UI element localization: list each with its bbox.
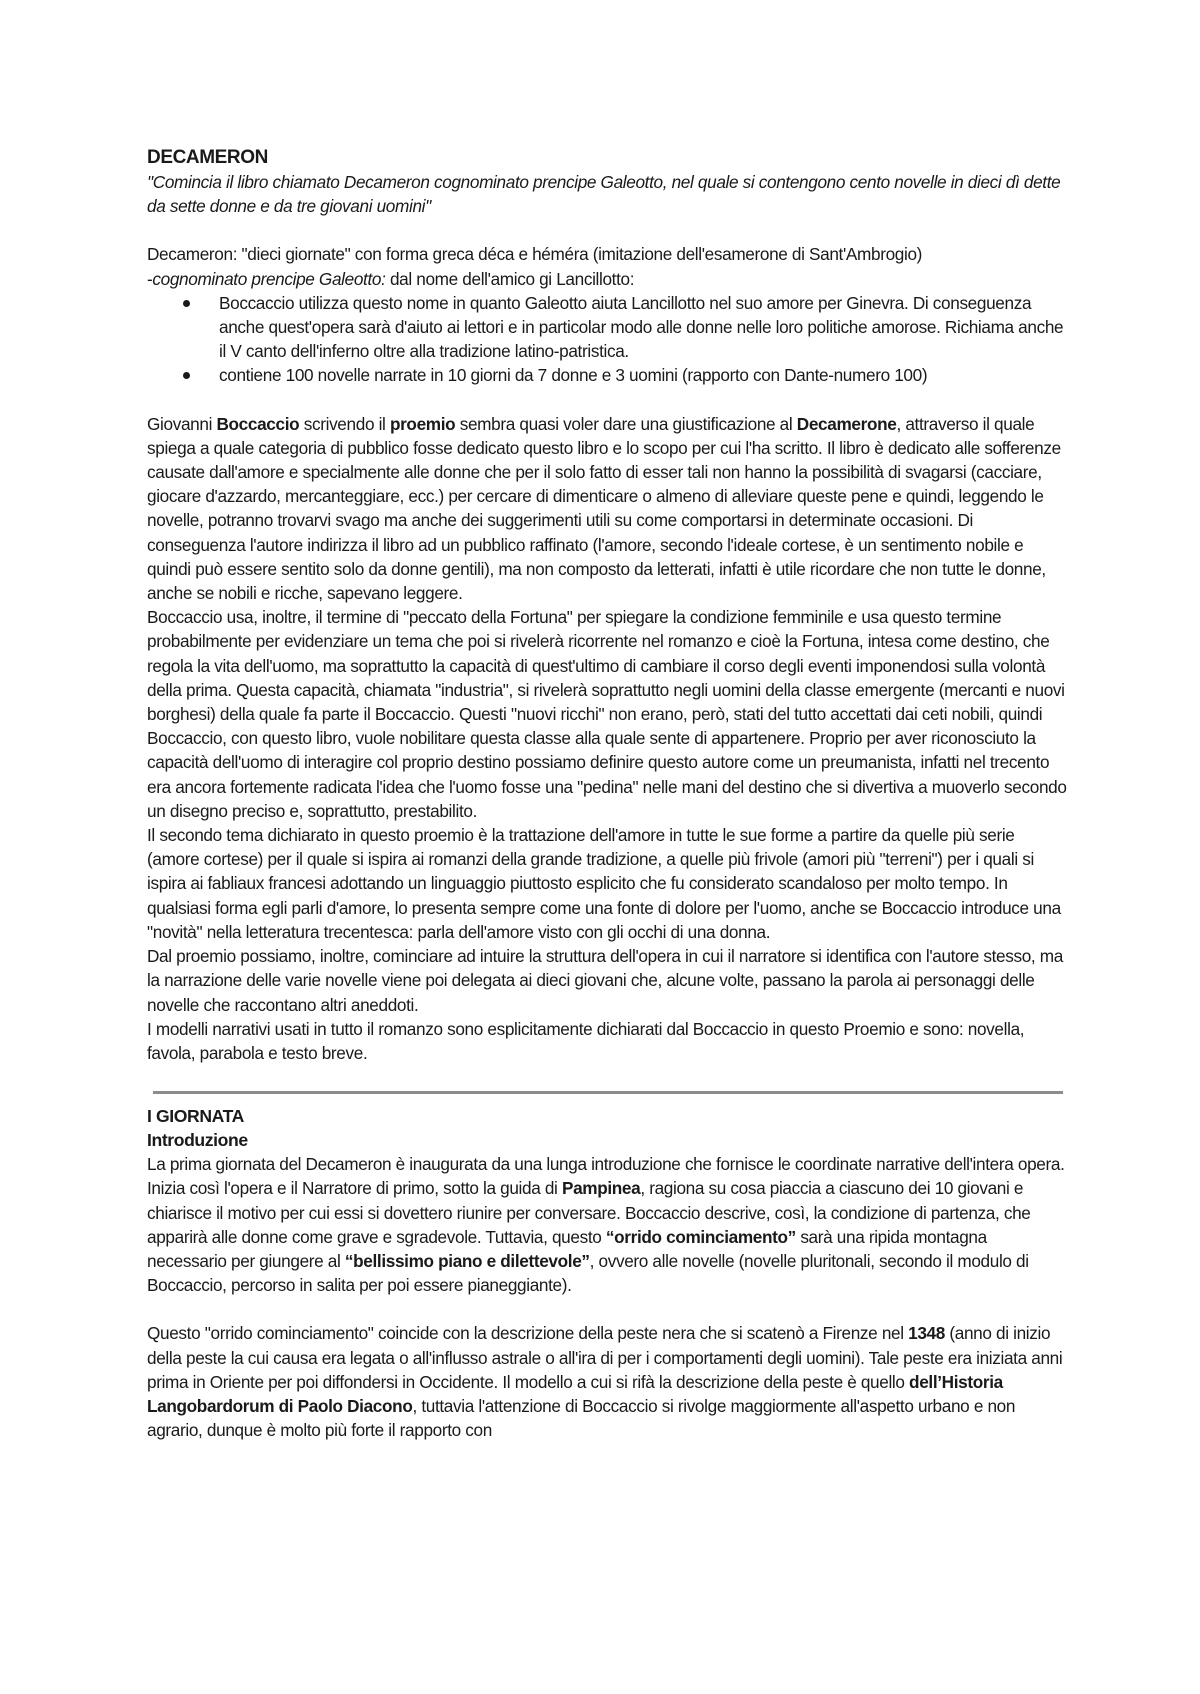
text-run: , ovvero alle novelle (novelle pluritonali, secondo il modulo di Boccaccio, percorso in salita per poi essere pianeggiante). [147, 1250, 1029, 1296]
text-run: (anno di inizio della peste la cui causa era legata o all'influsso astrale o all'ira di per i comportamenti degli uomini). Tale peste era iniziata anni prima in Oriente per poi diffondersi in Occidente. Il modello a cui si rifà la descrizione della peste è quello [147, 1323, 1063, 1392]
document-title: DECAMERON [147, 147, 268, 168]
bold-historia: dell’Historia Langobardorum di Paolo Diacono [147, 1371, 1003, 1416]
giornata-paragraph-1 [147, 1152, 1067, 1297]
bold-decamerone: Decamerone [796, 413, 897, 434]
bold-bellissimo-piano: “bellissimo piano e dilettevole” [344, 1250, 590, 1271]
bullet-list [147, 291, 1067, 388]
proemio-paragraph-4: Dal proemio possiamo, inoltre, cominciare ad intuire la struttura dell'opera in cui il narratore si identifica con l'autore stesso, ma la narrazione delle varie novelle viene poi delegata ai dieci giovani che, alcune volte, passano la parola ai personaggi delle novelle che raccontano altri aneddoti. [147, 946, 1063, 1015]
bold-year: 1348 [908, 1323, 945, 1344]
text-run: scrivendo il [299, 413, 390, 434]
dash: - [147, 268, 153, 289]
subtitle-quote: "Comincia il libro chiamato Decameron cognominato prencipe Galeotto, nel quale si contengono cento novelle in dieci dì dette da sette donne e da tre giovani uomini" [147, 172, 1061, 217]
text-run: sembra quasi voler dare una giustificazione al [455, 413, 797, 434]
section-heading: I GIORNATA [147, 1106, 244, 1127]
text-run: La prima giornata del Decameron è inaugurata da una lunga introduzione che fornisce le coordinate narrative dell'intera opera. Inizia così l'opera e il Narratore di primo, sotto la guida di [147, 1154, 1065, 1199]
text-run: sarà una ripida montagna necessario per giungere al [147, 1226, 987, 1271]
spacer [147, 388, 1067, 412]
bold-proemio: proemio [389, 413, 456, 434]
giornata-paragraph-2 [147, 1321, 1067, 1442]
spacer [147, 218, 1067, 242]
list-item [219, 363, 1067, 387]
proemio-paragraph-2: Boccaccio usa, inoltre, il termine di "peccato della Fortuna" per spiegare la condizione femminile e usa questo termine probabilmente per evidenziare un tema che poi si rivelerà ricorrente nel romanzo e cioè la Fortuna, intesa come destino, che regola la vita dell'uomo, ma soprattutto la capacità di quest'ultimo di cambiare il corso degli eventi imponendosi sulla volontà della prima. Questa capacità, chiamata "industria", si rivelerà soprattutto negli uomini della classe emergente (mercanti e nuovi borghesi) della quale fa parte il Boccaccio. Questi "nuovi ricchi" non erano, però, stati del tutto accettati dai ceti nobili, quindi Boccaccio, con questo libro, vuole nobilitare questa classe alla quale sente di appartenere. Proprio per aver riconosciuto la capacità dell'uomo di interagire col proprio destino possiamo definire questo autore come un preumanista, infatti nel trecento era ancora fortemente radicata l'idea che l'uomo fosse una "pedina" nelle mani del destino che si divertiva a muoverlo secondo un disegno preciso e, soprattutto, prestabilito. [147, 607, 1067, 821]
galeotto-line [147, 267, 1067, 291]
horizontal-divider [153, 1091, 1063, 1094]
text-run: , ragiona su cosa piaccia a ciascuno dei 10 giovani e chiarisce il motivo per cui essi si dovettero riunire per conversare. Boccaccio descrive, così, la condizione di partenza, che apparirà alle donne come grave e sgradevole. Tuttavia, questo [147, 1178, 1031, 1247]
galeotto-rest: dal nome dell'amico gi Lancillotto: [385, 268, 635, 289]
bold-pampinea: Pampinea [561, 1178, 641, 1199]
text-run: , tuttavia l'attenzione di Boccaccio si rivolge maggiormente all'aspetto urbano e non agrario, dunque è molto più forte il rapporto con [147, 1395, 1016, 1441]
list-item [219, 291, 1067, 364]
etymology-line: Decameron: "dieci giornate" con forma greca déca e héméra (imitazione dell'esamerone di Sant'Ambrogio) [147, 244, 923, 265]
galeotto-italic: cognominato prencipe Galeotto: [152, 268, 386, 289]
bullet-icon [183, 300, 190, 307]
bold-orrido-cominciamento: “orrido cominciamento” [605, 1226, 796, 1247]
list-item-text: Boccaccio utilizza questo nome in quanto Galeotto aiuta Lancillotto nel suo amore per Ginevra. Di conseguenza anche quest'opera sarà d'aiuto ai lettori e in particolar modo alle donne nelle loro politiche amorose. Richiama anche il V canto dell'inferno oltre alla tradizione latino-patristica. [219, 292, 1064, 362]
spacer [147, 1297, 1067, 1321]
section-subheading: Introduzione [147, 1130, 248, 1151]
document-page [147, 146, 1067, 1442]
proemio-paragraph-1 [147, 412, 1067, 606]
proemio-paragraph-5: I modelli narrativi usati in tutto il romanzo sono esplicitamente dichiarati dal Boccaccio in questo Proemio e sono: novella, favola, parabola e testo breve. [147, 1018, 1025, 1063]
bold-boccaccio: Boccaccio [216, 413, 300, 434]
proemio-paragraph-3: Il secondo tema dichiarato in questo proemio è la trattazione dell'amore in tutte le sue forme a partire da quelle più serie (amore cortese) per il quale si ispira ai romanzi della grande tradizione, a quelle più frivole (amori più "terreni") per i quali si ispira ai fabliaux francesi adottando un linguaggio piuttosto esplicito che fu considerato scandaloso per molto tempo. In qualsiasi forma egli parli d'amore, lo presenta sempre come una fonte di dolore per l'uomo, anche se Boccaccio introduce una "novità" nella letteratura trecentesca: parla dell'amore visto con gli occhi di una donna. [147, 825, 1061, 942]
text-run: Giovanni [147, 413, 217, 434]
text-run: Questo "orrido cominciamento" coincide con la descrizione della peste nera che si scatenò a Firenze nel [147, 1323, 909, 1344]
text-run: , attraverso il quale spiega a quale categoria di pubblico fosse dedicato questo libro e lo scopo per cui l'ha scritto. Il libro è dedicato alle sofferenze causate dall'amore e specialmente alle donne che per il solo fatto di esser tali non hanno la possibilità di svagarsi (cacciare, giocare d'azzardo, mercanteggiare, ecc.) per cercare di dimenticare o almeno di alleviare queste pene e quindi, leggendo le novelle, potranno trovarvi svago ma anche dei suggerimenti utili su come comportarsi in determinate occasioni. Di conseguenza l'autore indirizza il libro ad un pubblico raffinato (l'amore, secondo l'ideale cortese, è un sentimento nobile e quindi può essere sentito solo da donne gentili), ma non composto da letterati, infatti è utile ricordare che non tutte le donne, anche se nobili e ricche, sapevano leggere. [147, 413, 1061, 604]
bullet-icon [183, 372, 190, 379]
list-item-text: contiene 100 novelle narrate in 10 giorni da 7 donne e 3 uomini (rapporto con Dante-numero 100) [219, 365, 928, 386]
